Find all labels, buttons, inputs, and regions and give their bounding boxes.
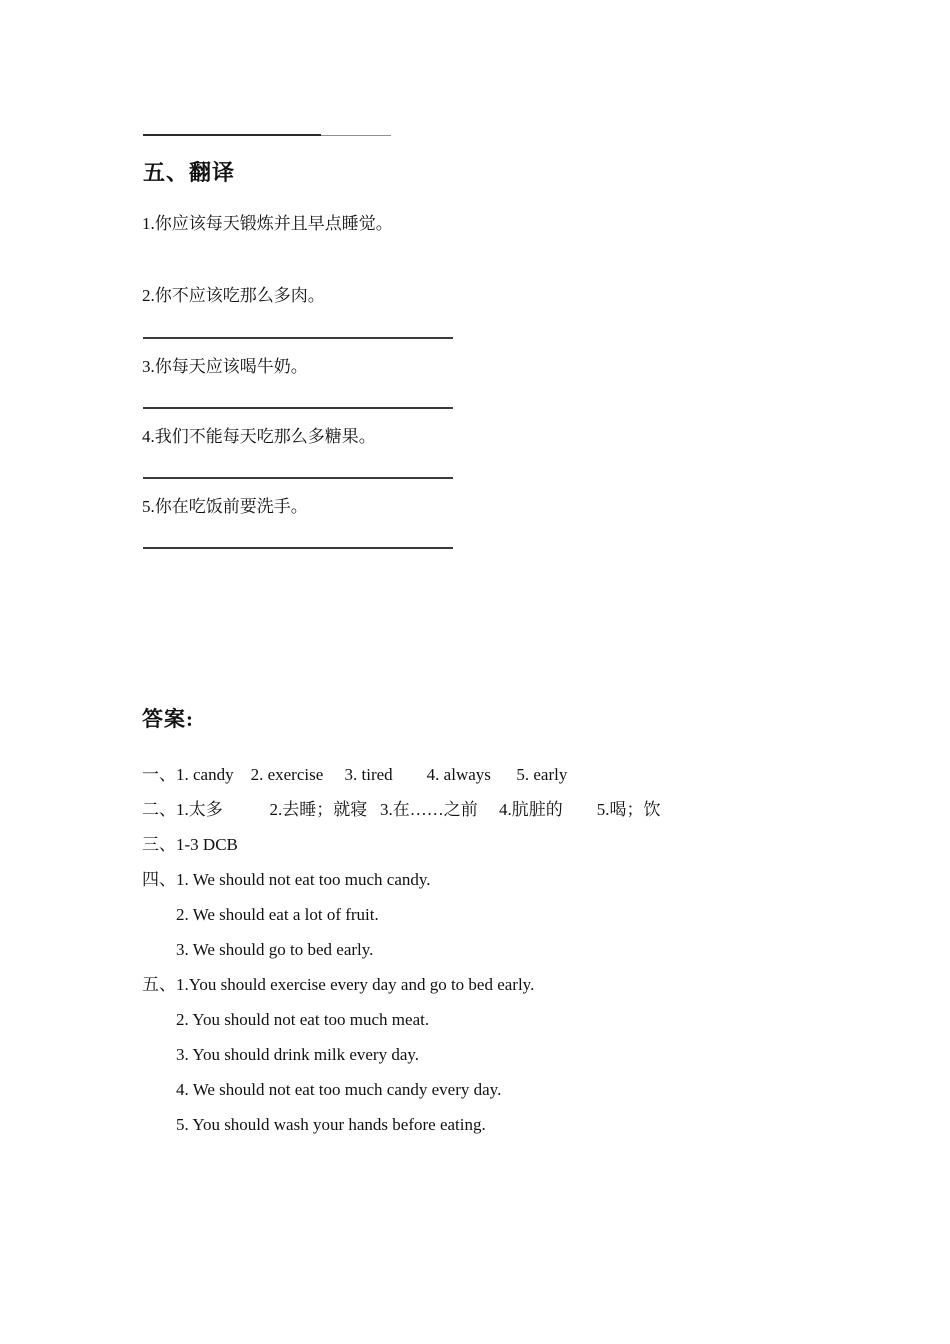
answer-row-5 <box>142 967 950 1142</box>
line-segment-light <box>321 135 391 136</box>
answer-line: 5. You should wash your hands before eating. <box>176 1115 486 1134</box>
answer-line: 1. We should not eat too much candy. <box>176 870 431 889</box>
answer-row-4 <box>142 862 950 967</box>
answer-line: 4. We should not eat too much candy every day. <box>176 1080 502 1099</box>
answer-line: 1.You should exercise every day and go to bed early. <box>176 975 535 994</box>
answer-row-text: 1-3 DCB <box>176 835 238 854</box>
answers-list <box>0 757 950 1142</box>
answer-line: 3. You should drink milk every day. <box>176 1045 420 1064</box>
answer-row-lines <box>176 967 534 1142</box>
answer-row-text: 1. candy 2. exercise 3. tired 4. always 5. early <box>176 765 568 784</box>
answer-row-1 <box>142 757 950 792</box>
answer-blank-line-partial <box>143 134 391 136</box>
answer-row-label: 一、 <box>142 765 176 784</box>
answer-blank-line <box>143 337 453 339</box>
answer-row-lines <box>176 862 431 967</box>
answers-heading: 答案: <box>142 707 194 731</box>
translation-item-5: 5.你在吃饭前要洗手。 <box>142 497 308 516</box>
line-segment-dark <box>143 134 321 136</box>
answer-row-label: 四、 <box>142 870 176 889</box>
answer-blank-line <box>143 547 453 549</box>
translation-section-heading: 五、翻译 <box>143 160 236 185</box>
answer-row-label: 三、 <box>142 835 176 854</box>
answer-row-2 <box>142 792 950 827</box>
translation-item-1: 1.你应该每天锻炼并且早点睡觉。 <box>142 214 393 233</box>
answer-row-3 <box>142 827 950 862</box>
translation-item-2: 2.你不应该吃那么多肉。 <box>142 286 325 305</box>
answer-line: 2. We should eat a lot of fruit. <box>176 905 379 924</box>
answer-line: 3. We should go to bed early. <box>176 940 374 959</box>
answer-blank-line <box>143 477 453 479</box>
answer-row-label: 二、 <box>142 800 176 819</box>
answer-line: 2. You should not eat too much meat. <box>176 1010 430 1029</box>
answer-row-label: 五、 <box>142 975 176 994</box>
answer-blank-line <box>143 407 453 409</box>
translation-item-3: 3.你每天应该喝牛奶。 <box>142 357 308 376</box>
translation-item-4: 4.我们不能每天吃那么多糖果。 <box>142 427 376 446</box>
answer-row-text: 1.太多 2.去睡；就寝 3.在……之前 4.肮脏的 5.喝；饮 <box>176 800 661 819</box>
